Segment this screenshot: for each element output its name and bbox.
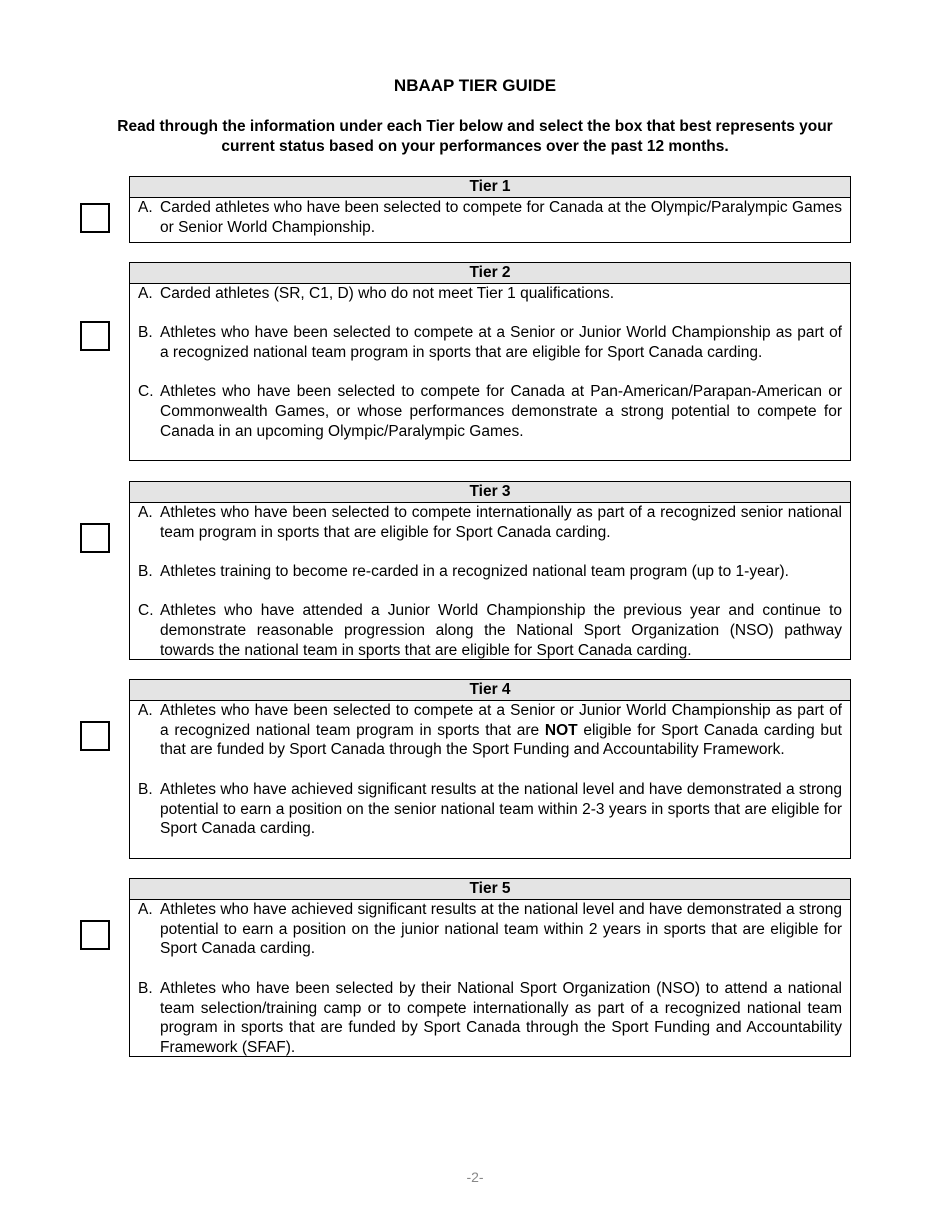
tier-4-box bbox=[129, 679, 851, 859]
item-text: Carded athletes who have been selected to compete for Canada at the Olympic/Paralympic Games or Senior World Championship. bbox=[160, 199, 842, 236]
item-letter: A. bbox=[138, 504, 153, 521]
tier-5-header: Tier 5 bbox=[130, 879, 850, 900]
list-item bbox=[138, 780, 842, 839]
list-item bbox=[138, 382, 842, 441]
list-item bbox=[138, 323, 842, 362]
tier-5-box bbox=[129, 878, 851, 1057]
item-letter: B. bbox=[138, 324, 153, 342]
list-item bbox=[138, 562, 842, 582]
item-letter: B. bbox=[138, 780, 153, 798]
list-item bbox=[138, 701, 842, 760]
item-text: Athletes who have been selected by their National Sport Organization (NSO) to attend a national team selection/training camp or to compete internationally as part of a recognized national team program in sports that are funded by Sport Canada through the Sport Funding and Accountability Framework (SFAF). bbox=[160, 979, 842, 1056]
tier-5-checkbox[interactable] bbox=[80, 920, 110, 950]
item-text bbox=[160, 701, 842, 760]
item-letter: A. bbox=[138, 199, 153, 216]
tier-2-checkbox[interactable] bbox=[80, 321, 110, 351]
instructions: Read through the information under each Tier below and select the box that best represents your current status based on your performances over the past 12 months. bbox=[117, 118, 833, 155]
item-text: Athletes who have been selected to compete at a Senior or Junior World Championship as part of a recognized national team program in sports that are eligible for Sport Canada carding. bbox=[160, 324, 842, 362]
tier-4-checkbox[interactable] bbox=[80, 721, 110, 751]
item-letter: A. bbox=[138, 285, 153, 302]
item-text: Athletes who have achieved significant results at the national level and have demonstrated a strong potential to earn a position on the senior national team within 2-3 years in sports that are eligible for Sport Canada carding. bbox=[160, 780, 842, 838]
tier-3-checkbox[interactable] bbox=[80, 523, 110, 553]
tier-3-header: Tier 3 bbox=[130, 482, 850, 503]
page-number: -2- bbox=[466, 1169, 484, 1185]
list-item bbox=[138, 198, 842, 237]
item-text: Athletes who have achieved significant results at the national level and have demonstrated a strong potential to earn a position on the junior national team within 2 years in sports that are eligible for Sport Canada carding. bbox=[160, 901, 842, 958]
list-item bbox=[138, 601, 842, 660]
page-title: NBAAP TIER GUIDE bbox=[393, 76, 557, 95]
list-item bbox=[138, 900, 842, 959]
tier-2-header: Tier 2 bbox=[130, 263, 850, 284]
item-text-emphasis: NOT bbox=[544, 721, 578, 739]
item-letter: A. bbox=[138, 901, 153, 918]
list-item bbox=[138, 503, 842, 542]
tier-1-checkbox[interactable] bbox=[80, 203, 110, 233]
item-text: Athletes who have been selected to compete internationally as part of a recognized senior national team program in sports that are eligible for Sport Canada carding. bbox=[160, 504, 842, 541]
item-text: Athletes who have been selected to compete for Canada at Pan-American/Parapan-American or Commonwealth Games, or whose performances demonstrate a strong potential to compete for Canada in an upcoming Olympic/Paralympic Games. bbox=[160, 383, 842, 440]
tier-1-header: Tier 1 bbox=[130, 177, 850, 198]
tier-1-box bbox=[129, 176, 851, 243]
item-text: Carded athletes (SR, C1, D) who do not meet Tier 1 qualifications. bbox=[160, 285, 615, 302]
item-letter: C. bbox=[138, 602, 154, 620]
tier-2-box bbox=[129, 262, 851, 461]
item-text-before: Athletes who have been selected to compete at a Senior or Junior World Championship as part of a recognized national team program in sports that are bbox=[160, 702, 842, 739]
item-text: Athletes who have attended a Junior World Championship the previous year and continue to demonstrate reasonable progression along the National Sport Organization (NSO) pathway towards the national team in sports that are eligible for Sport Canada carding. bbox=[160, 602, 842, 659]
item-letter: B. bbox=[138, 979, 153, 997]
item-letter: A. bbox=[138, 702, 153, 719]
tier-4-header: Tier 4 bbox=[130, 680, 850, 701]
item-letter: B. bbox=[138, 563, 153, 581]
list-item bbox=[138, 284, 842, 304]
item-text: Athletes training to become re-carded in a recognized national team program (up to 1-year). bbox=[160, 563, 789, 581]
tier-3-box bbox=[129, 481, 851, 660]
item-text-after: eligible for Sport Canada carding but that are funded by Sport Canada through the Sport Funding and Accountability Framework. bbox=[160, 721, 842, 759]
list-item bbox=[138, 979, 842, 1058]
item-letter: C. bbox=[138, 383, 154, 401]
